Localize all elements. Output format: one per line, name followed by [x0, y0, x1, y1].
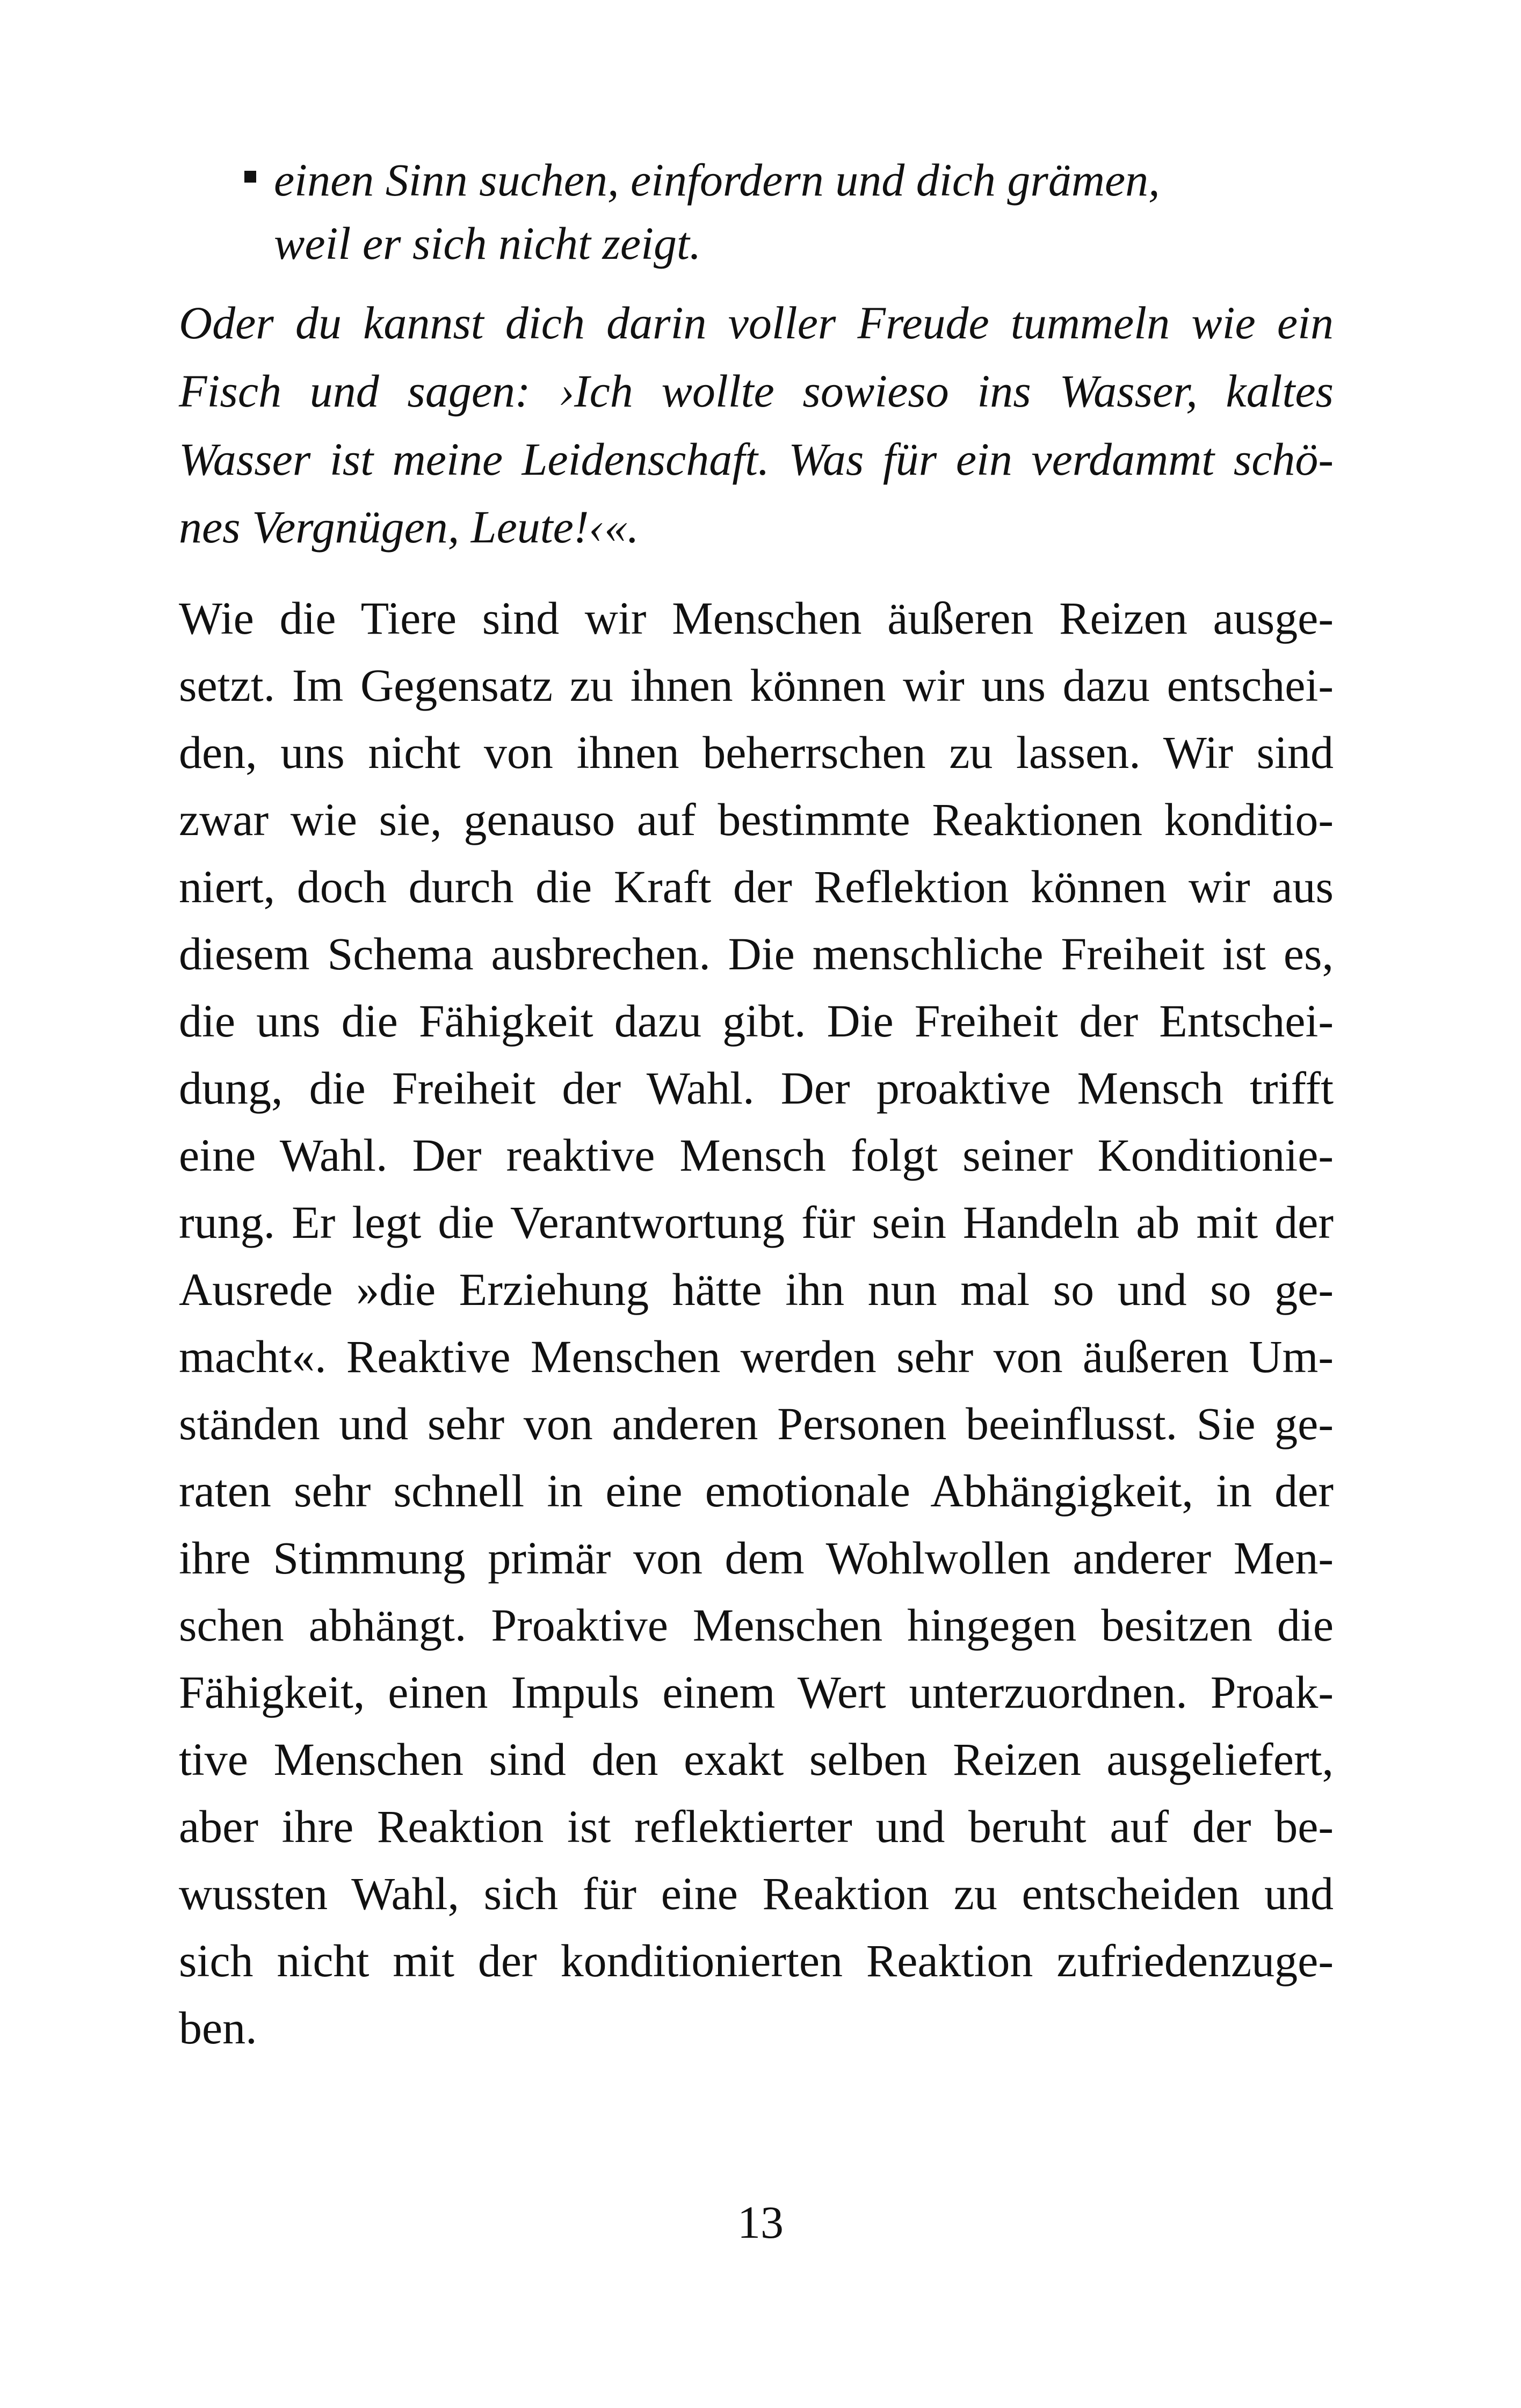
body-line-2: setzt. Im Gegensatz zu ihnen können wir uns dazu entschei- — [179, 659, 1334, 711]
body-line-9: eine Wahl. Der reaktive Mensch folgt seiner Konditionie- — [179, 1129, 1334, 1181]
body-line-22: ben. — [179, 2002, 257, 2054]
body-line-5: niert, doch durch die Kraft der Reflektion können wir aus — [179, 861, 1334, 912]
bullet-line-2: weil er sich nicht zeigt. — [274, 217, 701, 269]
square-bullet-icon — [244, 171, 256, 183]
bullet-line-1: einen Sinn suchen, einfordern und dich grämen, — [274, 154, 1160, 206]
body-line-1: Wie die Tiere sind wir Menschen äußeren Reizen ausge- — [179, 592, 1334, 644]
page-number: 13 — [737, 2196, 784, 2248]
italic-line-3: Wasser ist meine Leidenschaft. Was für ein verdammt schö- — [179, 433, 1334, 485]
body-line-21: sich nicht mit der konditionierten Reaktion zufriedenzuge- — [179, 1935, 1334, 1986]
body-line-18: tive Menschen sind den exakt selben Reizen ausgeliefert, — [179, 1734, 1334, 1785]
body-line-17: Fähigkeit, einen Impuls einem Wert unterzuordnen. Proak- — [179, 1666, 1334, 1718]
body-line-6: diesem Schema ausbrechen. Die menschliche Freiheit ist es, — [179, 928, 1334, 980]
body-line-14: raten sehr schnell in eine emotionale Abhängigkeit, in der — [179, 1465, 1334, 1517]
body-line-15: ihre Stimmung primär von dem Wohlwollen anderer Men- — [179, 1532, 1334, 1584]
body-line-3: den, uns nicht von ihnen beherrschen zu lassen. Wir sind — [179, 727, 1334, 778]
body-line-20: wussten Wahl, sich für eine Reaktion zu entscheiden und — [179, 1868, 1334, 1919]
italic-line-1: Oder du kannst dich darin voller Freude tummeln wie ein — [179, 297, 1334, 349]
body-line-8: dung, die Freiheit der Wahl. Der proaktive Mensch trifft — [179, 1062, 1334, 1114]
body-line-7: die uns die Fähigkeit dazu gibt. Die Freiheit der Entschei- — [179, 995, 1334, 1047]
body-line-11: Ausrede »die Erziehung hätte ihn nun mal so und so ge- — [179, 1264, 1334, 1315]
italic-line-4: nes Vergnügen, Leute!‹«. — [179, 501, 639, 553]
italic-line-2: Fisch und sagen: ›Ich wollte sowieso ins Wasser, kaltes — [179, 365, 1334, 417]
body-line-19: aber ihre Reaktion ist reflektierter und beruht auf der be- — [179, 1801, 1334, 1852]
body-line-12: macht«. Reaktive Menschen werden sehr von äußeren Um- — [179, 1331, 1334, 1382]
body-line-16: schen abhängt. Proaktive Menschen hingegen besitzen die — [179, 1599, 1334, 1651]
body-line-13: ständen und sehr von anderen Personen beeinflusst. Sie ge- — [179, 1398, 1334, 1449]
body-line-4: zwar wie sie, genauso auf bestimmte Reaktionen konditio- — [179, 794, 1334, 845]
body-line-10: rung. Er legt die Verantwortung für sein Handeln ab mit der — [179, 1196, 1334, 1248]
